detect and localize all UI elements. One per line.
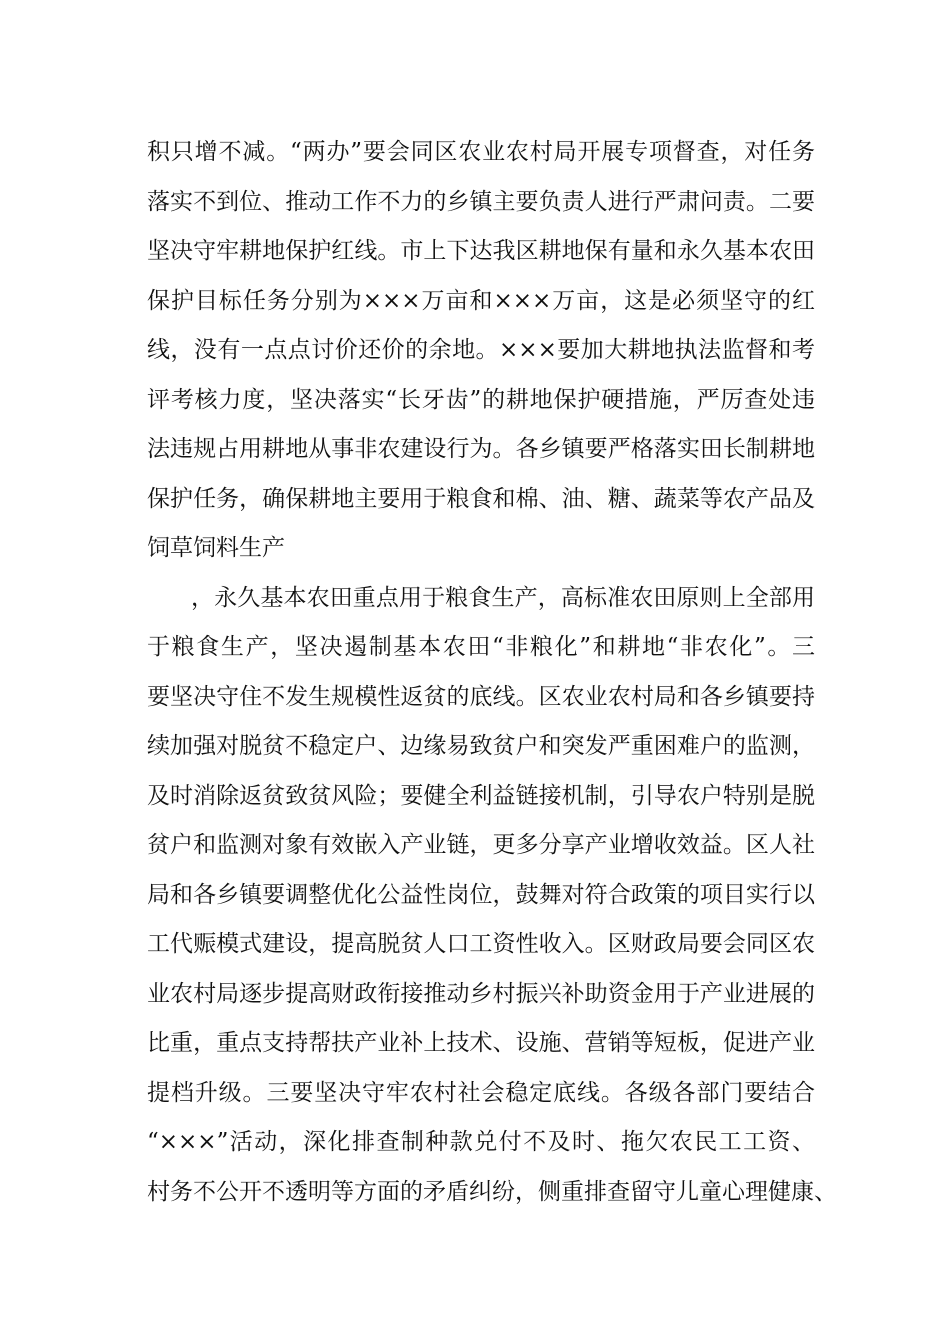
text-line: 饲草饲料生产 (147, 535, 285, 561)
paragraph-1 (147, 128, 815, 574)
text-line: 贫户和监测对象有效嵌入产业链，更多分享产业增收效益。区人社 (147, 832, 815, 858)
text-line: 要坚决守住不发生规模性返贫的底线。区农业农村局和各乡镇要持 (147, 683, 815, 710)
text-line: 评考核力度，坚决落实“长牙齿”的耕地保护硬措施，严厉查处违 (147, 386, 815, 413)
text-line: 续加强对脱贫不稳定户、边缘易致贫户和突发严重困难户的监测， (147, 733, 815, 759)
paragraph-2 (147, 574, 837, 1218)
text-line: 及时消除返贫致贫风险；要健全利益链接机制，引导农户特别是脱 (147, 782, 815, 809)
text-line: 业农村局逐步提高财政衔接推动乡村振兴补助资金用于产业进展的 (147, 980, 815, 1007)
text-line: ，永久基本农田重点用于粮食生产，高标准农田原则上全部用 (191, 584, 815, 611)
text-line: 局和各乡镇要调整优化公益性岗位，鼓舞对符合政策的项目实行以 (147, 881, 815, 908)
text-line: 于粮食生产，坚决遏制基本农田“非粮化”和耕地“非农化”。三 (147, 634, 815, 660)
text-line: 积只增不减。“两办”要会同区农业农村局开展专项督查，对任务 (147, 139, 815, 165)
text-line: 保护目标任务分别为×××万亩和×××万亩，这是必须坚守的红 (147, 287, 815, 314)
text-line: 法违规占用耕地从事非农建设行为。各乡镇要严格落实田长制耕地 (147, 436, 815, 462)
document-body (147, 128, 837, 1217)
text-line: 村务不公开不透明等方面的矛盾纠纷，侧重排查留守儿童心理健康、 (147, 1178, 837, 1205)
text-line: 坚决守牢耕地保护红线。市上下达我区耕地保有量和永久基本农田 (147, 238, 815, 264)
text-line: 提档升级。三要坚决守牢农村社会稳定底线。各级各部门要结合 (147, 1079, 815, 1106)
text-line: 落实不到位、推动工作不力的乡镇主要负责人进行严肃问责。二要 (147, 188, 815, 215)
text-line: 线，没有一点点讨价还价的余地。×××要加大耕地执法监督和考 (147, 337, 815, 363)
text-line: 比重，重点支持帮扶产业补上技术、设施、营销等短板，促进产业 (147, 1030, 815, 1056)
text-line: 保护任务，确保耕地主要用于粮食和棉、油、糖、蔬菜等农产品及 (147, 485, 815, 512)
text-line: 工代赈模式建设，提高脱贫人口工资性收入。区财政局要会同区农 (147, 931, 815, 957)
text-line: “×××”活动，深化排查制种款兑付不及时、拖欠农民工工资、 (147, 1129, 815, 1155)
